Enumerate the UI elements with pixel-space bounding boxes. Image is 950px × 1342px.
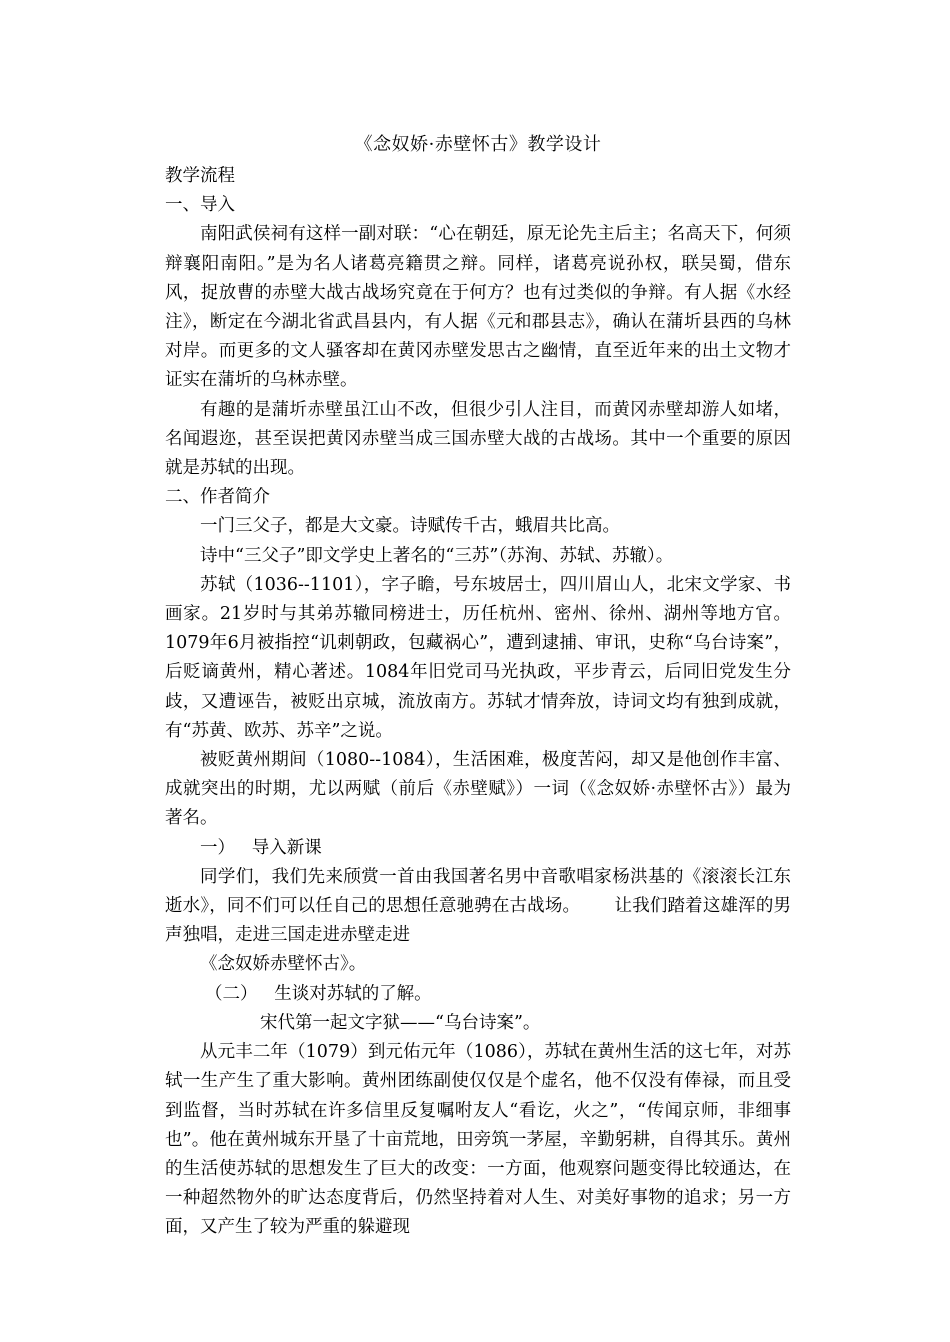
document-title: 《念奴娇·赤壁怀古》教学设计 — [354, 134, 602, 155]
paragraph-intro-1: 南阳武侯祠有这样一副对联：“心在朝廷，原无论先主后主；名高天下，何须辩襄阳南阳。”是为名人诸葛亮籍贯之辩。同样，诸葛亮说孙权，联吴蜀，借东风，捉放曹的赤壁大战古战场究竟在于何方？也有过类似的争辩。有人据《水经注》，断定在今湖北省武昌县内，有人据《元和郡县志》，确认在蒲圻县西的乌林对岸。而更多的文人骚客却在黄冈赤壁发思古之幽情，直至近年来的出土文物才证实在蒲圻的乌林赤壁。 — [165, 224, 791, 391]
paragraph-author-3: 苏轼（1036--1101），字子瞻，号东坡居士，四川眉山人，北宋文学家、书画家。21岁时与其弟苏辙同榜进士，历任杭州、密州、徐州、湖州等地方官。1079年6月被指控“讥刺朝政，包藏祸心”，遭到逮捕、审讯，史称“乌台诗案”，后贬谪黄州，精心著述。1084年旧党司马光执政，平步青云，后同旧党发生分歧，又遭诬告，被贬出京城，流放南方。苏轼才情奔放，诗词文均有独到成就，有“苏黄、欧苏、苏辛”之说。 — [165, 574, 791, 741]
paragraph-author-4: 被贬黄州期间（1080--1084），生活困难，极度苦闷，却又是他创作丰富、成就突出的时期，尤以两赋（前后《赤壁赋》）一词（《念奴娇·赤壁怀古》）最为著名。 — [165, 750, 791, 829]
paragraph-lesson-1-tail: 《念奴娇赤壁怀古》。 — [200, 954, 367, 975]
section-heading-author: 二、作者简介 — [165, 487, 270, 508]
paragraph-intro-2: 有趣的是蒲圻赤壁虽江山不改，但很少引人注目，而黄冈赤壁却游人如堵，名闻遐迩，甚至误把黄冈赤壁当成三国赤壁大战的古战场。其中一个重要的原因就是苏轼的出现。 — [165, 399, 791, 479]
paragraph-case-1: 从元丰二年（1079）到元佑元年（1086），苏轼在黄州生活的这七年，对苏轼一生产生了重大影响。黄州团练副使仅仅是个虚名，他不仅没有俸禄，而且受到监督，当时苏轼在许多信里反复嘱咐友人“看讫，火之”，“传闻京师，非细事也”。他在黄州城东开垦了十亩荒地，田旁筑一茅屋，辛勤躬耕，自得其乐。黄州的生活使苏轼的思想发生了巨大的改变：一方面，他观察问题变得比较通达，在一种超然物外的旷达态度背后，仍然坚持着对人生、对美好事物的追求；另一方面，又产生了较为严重的躲避现 — [165, 1042, 791, 1238]
document-page — [165, 132, 791, 1243]
subheading-student-talk: （二） 生谈对苏轼的了解。 — [205, 983, 432, 1004]
heading-teaching-flow: 教学流程 — [165, 166, 235, 186]
paragraph-lesson-1: 同学们，我们先来颀赏一首由我国著名男中音歌唱家杨洪基的《滚滚长江东逝水》，同不们可以任自己的思想任意驰骋在古战场。 让我们踏着这雄浑的男声独唱，走进三国走进赤壁走进 — [165, 866, 791, 946]
paragraph-author-2: 诗中“三父子”即文学史上著名的“三苏”（苏洵、苏轼、苏辙）。 — [200, 545, 674, 566]
subheading-new-lesson: 一） 导入新课 — [200, 837, 322, 858]
paragraph-author-1: 一门三父子，都是大文豪。诗赋传千古，蛾眉共比高。 — [200, 516, 620, 537]
section-heading-intro: 一、导入 — [165, 195, 235, 216]
subheading-wutai-case: 宋代第一起文字狱——“乌台诗案”。 — [260, 1012, 541, 1033]
